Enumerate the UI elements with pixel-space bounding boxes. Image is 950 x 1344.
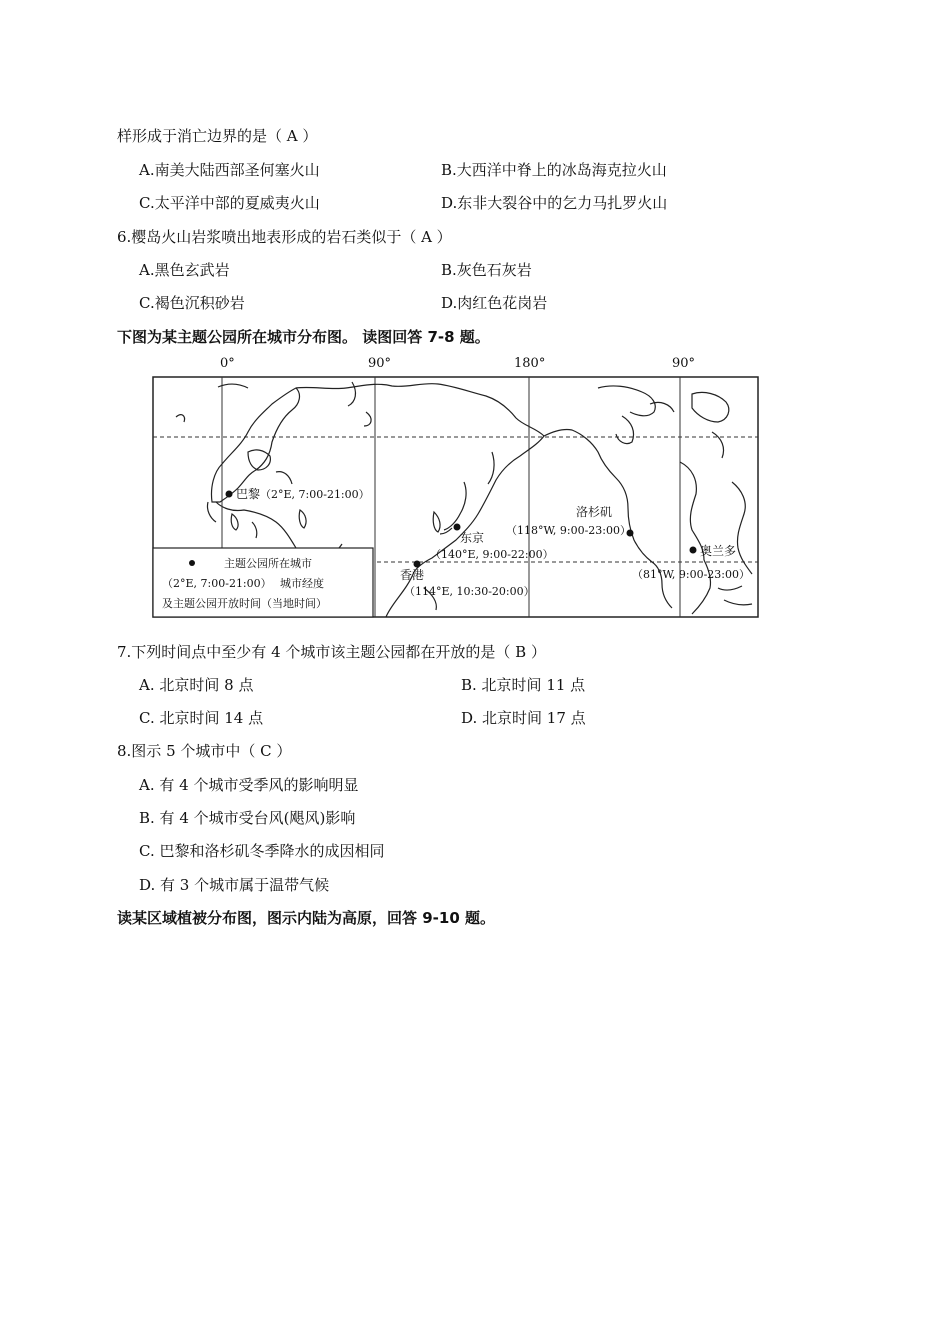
q6-option-a: A.黑色玄武岩	[139, 261, 230, 279]
city-name-losangeles: 洛杉矶	[576, 505, 613, 519]
q6-option-b: B.灰色石灰岩	[441, 261, 532, 279]
city-marker-orlando	[690, 547, 697, 554]
q7-option-b: B. 北京时间 11 点	[461, 676, 586, 694]
q8-option-a: A. 有 4 个城市受季风的影响明显	[139, 776, 359, 794]
city-marker-hongkong	[414, 561, 421, 568]
q6-option-c: C.褐色沉积砂岩	[139, 294, 245, 312]
q5-option-c: C.太平洋中部的夏威夷火山	[139, 194, 320, 212]
city-info-hongkong: （114°E, 10:30-20:00）	[404, 585, 535, 598]
q8-stem: 8.图示 5 个城市中（ C ）	[117, 742, 292, 760]
city-paris	[226, 487, 370, 501]
lon-label-180: 180°	[514, 356, 546, 371]
city-name-orlando: 奥兰多	[700, 544, 737, 558]
q5-option-b: B.大西洋中脊上的冰岛海克拉火山	[441, 161, 667, 179]
city-info-losangeles: （118°W, 9:00-23:00）	[506, 524, 631, 537]
legend-line-1: 主题公园所在城市	[224, 557, 312, 570]
section-intro-9-10: 读某区域植被分布图，图示内陆为高原，回答 9-10 题。	[117, 909, 495, 927]
city-info-orlando: （81°W, 9:00-23:00）	[632, 568, 750, 581]
legend-line-3: 及主题公园开放时间（当地时间）	[162, 597, 327, 610]
lon-label-90w: 90°	[672, 356, 696, 371]
q6-option-d: D.肉红色花岗岩	[441, 294, 548, 312]
city-marker-tokyo	[454, 524, 461, 531]
q7-option-d: D. 北京时间 17 点	[461, 709, 586, 727]
q7-option-c: C. 北京时间 14 点	[139, 709, 264, 727]
city-marker-paris	[226, 491, 233, 498]
legend-line-2b: 城市经度	[280, 577, 324, 590]
q5-stem: 样形成于消亡边界的是（ A ）	[117, 127, 318, 145]
city-info-tokyo: （140°E, 9:00-22:00）	[430, 548, 554, 561]
q7-option-a: A. 北京时间 8 点	[139, 676, 254, 694]
q6-stem: 6.樱岛火山岩浆喷出地表形成的岩石类似于（ A ）	[117, 228, 452, 246]
city-name-paris: 巴黎	[236, 487, 261, 501]
city-name-tokyo: 东京	[460, 531, 485, 545]
legend-marker	[189, 560, 195, 566]
legend-line-2a: （2°E, 7:00-21:00）	[162, 577, 272, 590]
city-name-hongkong: 香港	[400, 568, 425, 582]
q5-option-d: D.东非大裂谷中的乞力马扎罗火山	[441, 194, 668, 212]
lon-label-0: 0°	[220, 356, 235, 371]
map-legend	[153, 548, 373, 617]
theme-park-city-map	[152, 352, 760, 620]
q8-option-d: D. 有 3 个城市属于温带气候	[139, 876, 330, 894]
q7-stem: 7.下列时间点中至少有 4 个城市该主题公园都在开放的是（ B ）	[117, 643, 546, 661]
q8-option-c: C. 巴黎和洛杉矶冬季降水的成因相同	[139, 842, 385, 860]
section-intro-7-8: 下图为某主题公园所在城市分布图。 读图回答 7-8 题。	[117, 328, 490, 346]
q5-option-a: A.南美大陆西部圣何塞火山	[139, 161, 320, 179]
q8-option-b: B. 有 4 个城市受台风(飓风)影响	[139, 809, 356, 827]
lon-label-90e: 90°	[368, 356, 392, 371]
city-info-paris: （2°E, 7:00-21:00）	[260, 488, 370, 501]
